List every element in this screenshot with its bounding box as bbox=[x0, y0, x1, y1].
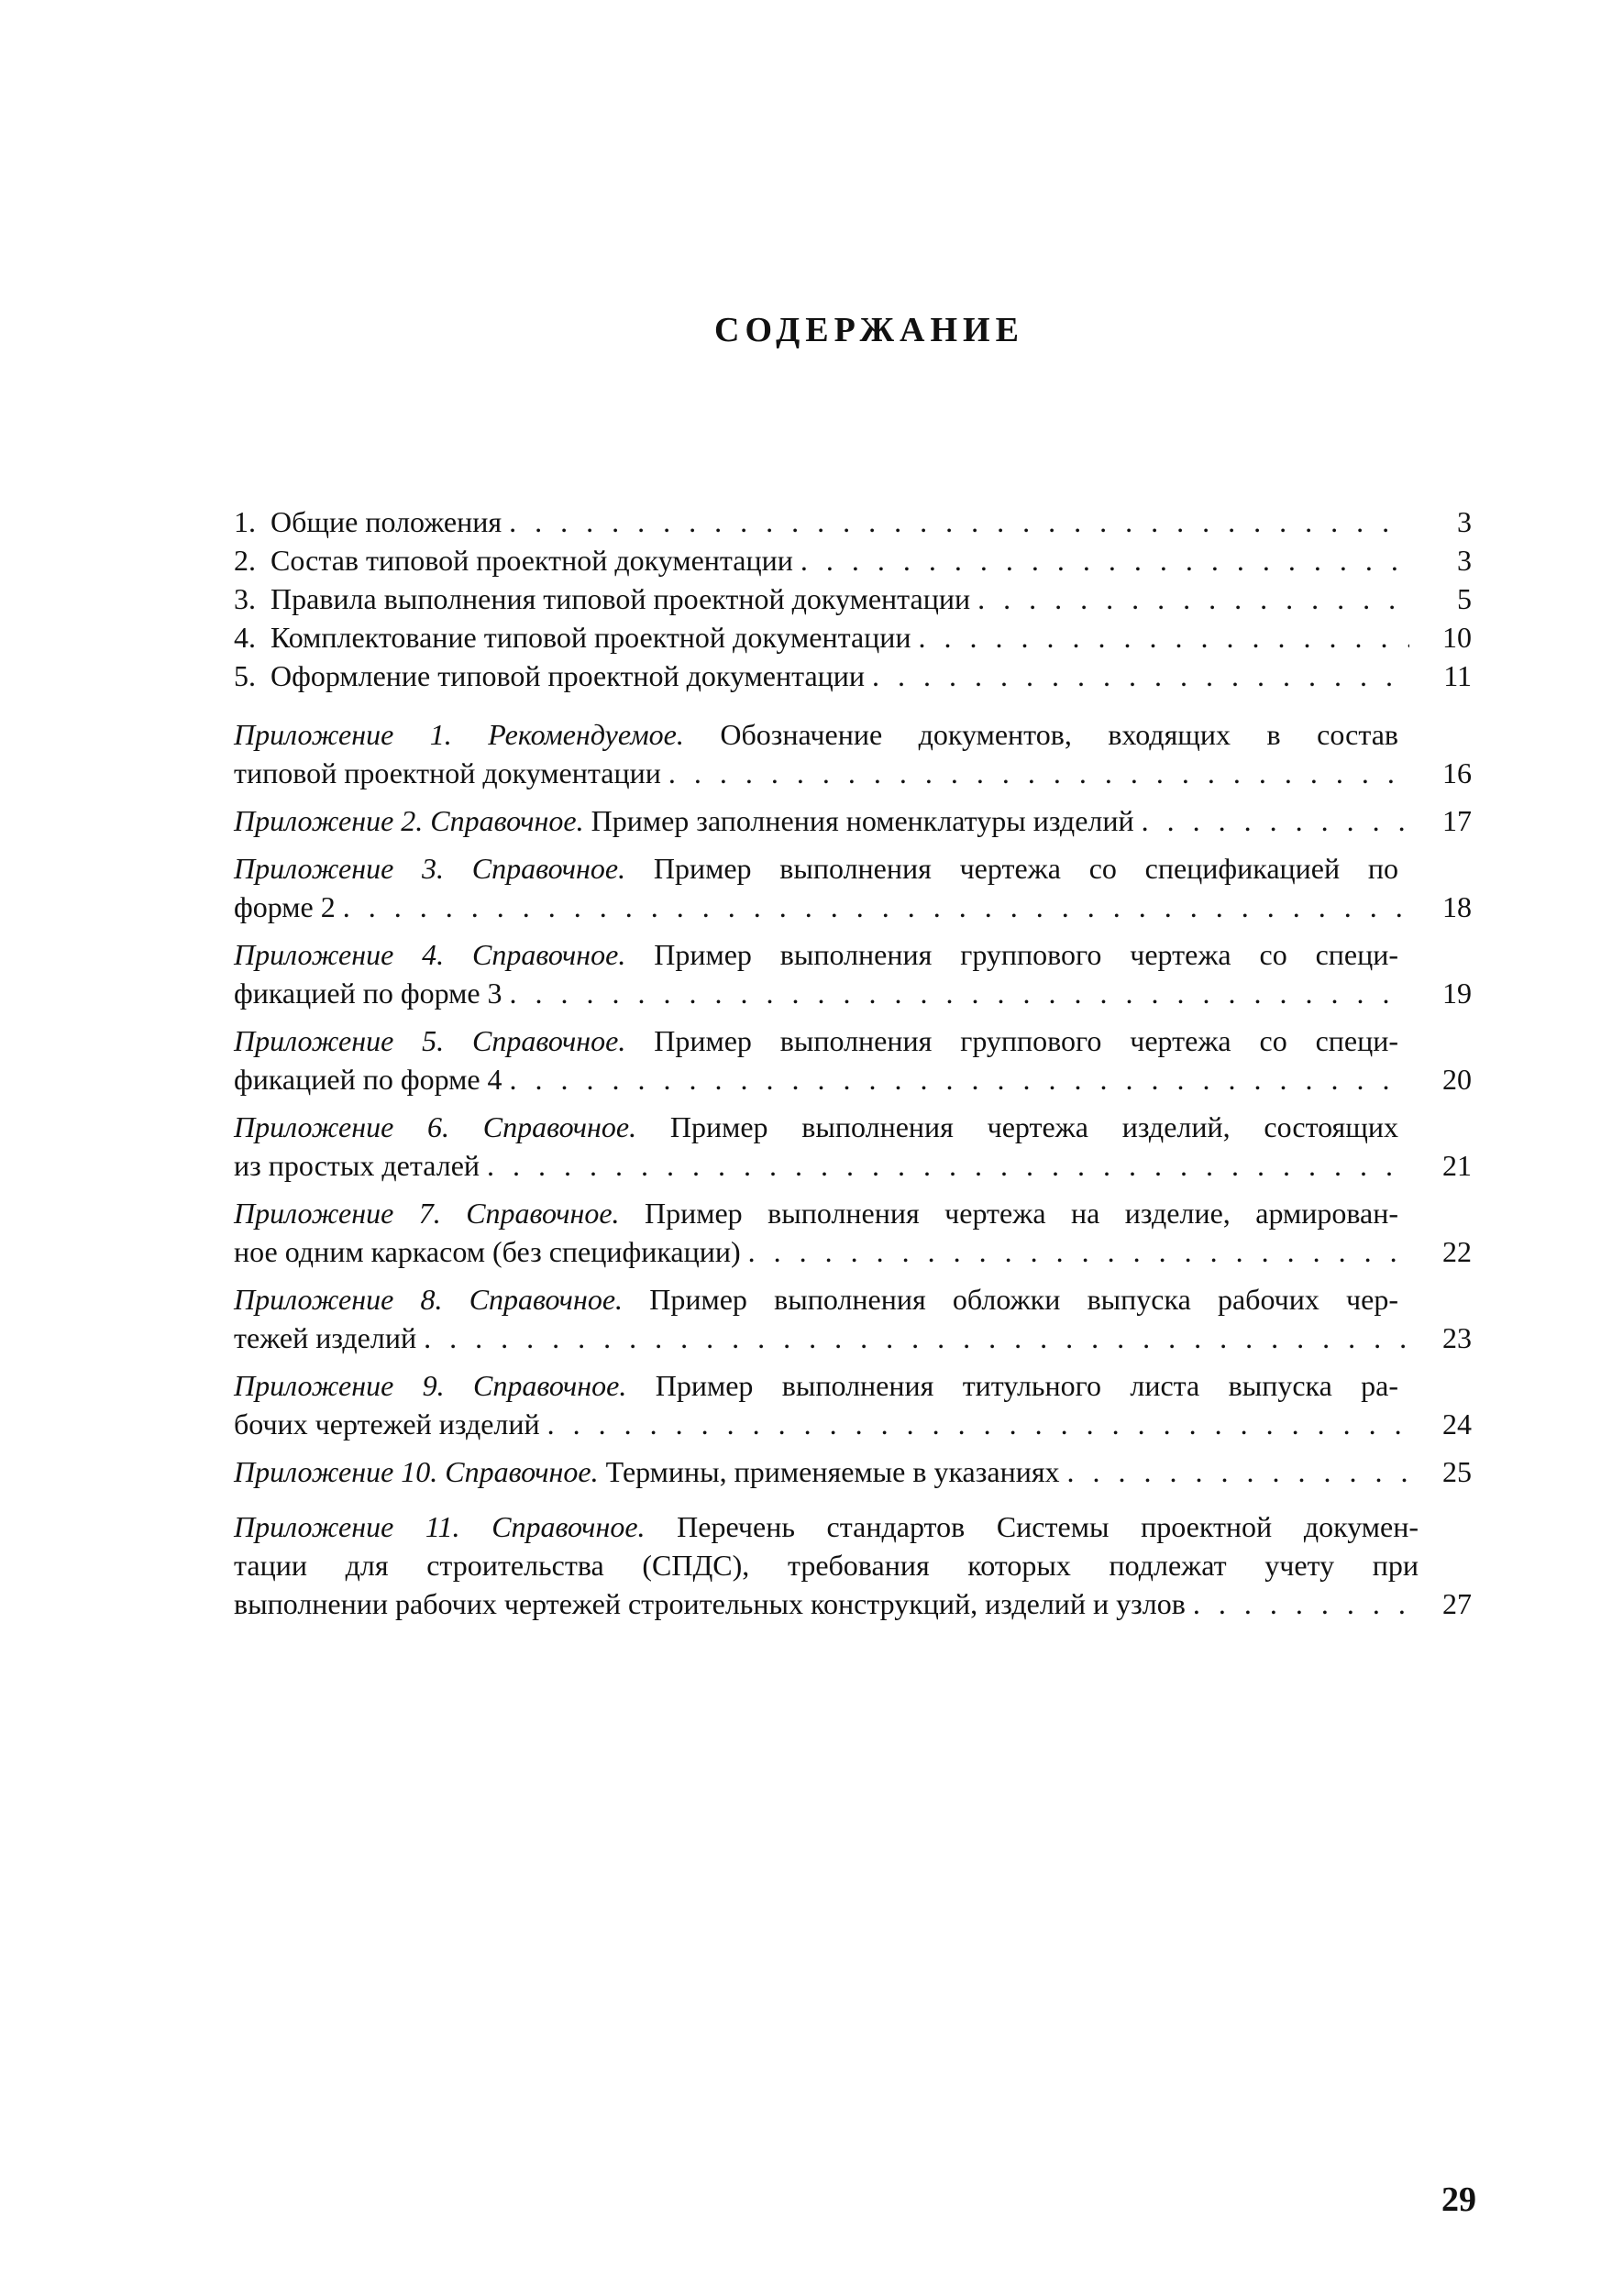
appendix-title-cont: тежей изделий bbox=[234, 1321, 417, 1354]
dot-leader bbox=[510, 974, 1409, 1012]
page-ref: 5 bbox=[1457, 582, 1472, 615]
toc-entry-appendix-8[interactable] bbox=[234, 1280, 1472, 1357]
page-ref: 24 bbox=[1442, 1407, 1472, 1441]
appendix-label: Приложение 7. Справочное. bbox=[234, 1197, 620, 1230]
section-number: 5. bbox=[234, 659, 256, 692]
dot-leader bbox=[1142, 801, 1409, 840]
dot-leader bbox=[748, 1232, 1409, 1271]
appendix-title-cont: ное одним каркасом (без спецификации) bbox=[234, 1235, 741, 1268]
appendix-title-cont: типовой проектной документации bbox=[234, 756, 661, 789]
dot-leader bbox=[1193, 1584, 1409, 1623]
page-ref: 23 bbox=[1442, 1321, 1472, 1354]
page-ref: 18 bbox=[1442, 890, 1472, 923]
section-number: 3. bbox=[234, 582, 256, 615]
appendix-label: Приложение 4. Справочное. bbox=[234, 938, 626, 971]
toc-entry-section-3[interactable] bbox=[234, 580, 1472, 618]
appendix-title: Пример выполнения группового чертежа со специ- bbox=[625, 938, 1398, 971]
appendix-label: Приложение 8. Справочное. bbox=[234, 1283, 624, 1316]
page-ref: 10 bbox=[1442, 621, 1472, 654]
dot-leader bbox=[343, 888, 1409, 926]
page-ref: 27 bbox=[1442, 1587, 1472, 1620]
page-ref: 21 bbox=[1442, 1149, 1472, 1182]
dot-leader bbox=[487, 1146, 1409, 1185]
appendix-label: Приложение 3. Справочное. bbox=[234, 852, 626, 885]
toc-entry-appendix-6[interactable] bbox=[234, 1108, 1472, 1185]
table-of-contents bbox=[234, 502, 1472, 1632]
appendix-label: Приложение 1. Рекомендуемое. bbox=[234, 718, 684, 751]
dot-leader bbox=[510, 1060, 1409, 1098]
dot-leader bbox=[1067, 1452, 1409, 1491]
page-title: СОДЕРЖАНИЕ bbox=[714, 311, 1024, 349]
dot-leader bbox=[509, 502, 1409, 541]
section-number: 1. bbox=[234, 505, 256, 538]
page-ref: 3 bbox=[1457, 544, 1472, 577]
page-ref: 11 bbox=[1443, 659, 1472, 692]
page-ref: 16 bbox=[1442, 756, 1472, 789]
page-ref: 19 bbox=[1442, 977, 1472, 1010]
appendix-label: Приложение 6. Справочное. bbox=[234, 1110, 637, 1143]
dot-leader bbox=[668, 754, 1409, 792]
appendix-label: Приложение 11. Справочное. bbox=[234, 1510, 646, 1543]
toc-entry-appendix-11[interactable] bbox=[234, 1507, 1472, 1623]
section-number: 4. bbox=[234, 621, 256, 654]
appendix-title: Пример выполнения группового чертежа со специ- bbox=[625, 1024, 1398, 1057]
appendix-title: Пример выполнения чертежа со спецификацией по bbox=[625, 852, 1398, 885]
toc-entry-appendix-3[interactable] bbox=[234, 849, 1472, 926]
page-ref: 17 bbox=[1442, 804, 1472, 837]
toc-entry-appendix-7[interactable] bbox=[234, 1194, 1472, 1271]
toc-entry-appendix-5[interactable] bbox=[234, 1021, 1472, 1098]
toc-entry-appendix-9[interactable] bbox=[234, 1366, 1472, 1443]
toc-entry-appendix-4[interactable] bbox=[234, 935, 1472, 1012]
appendix-title-cont: тации для строительства (СПДС), требования которых подлежат учету при bbox=[234, 1549, 1419, 1582]
dot-leader bbox=[872, 657, 1409, 695]
section-title: Правила выполнения типовой проектной документации bbox=[270, 582, 971, 615]
appendix-title: Пример выполнения обложки выпуска рабочих чер- bbox=[623, 1283, 1399, 1316]
section-title: Общие положения bbox=[270, 505, 502, 538]
appendix-label: Приложение 9. Справочное. bbox=[234, 1369, 627, 1402]
toc-entry-section-1[interactable] bbox=[234, 502, 1472, 541]
appendix-title: Перечень стандартов Системы проектной докумен- bbox=[645, 1510, 1419, 1543]
appendix-title: Обозначение документов, входящих в состав bbox=[683, 718, 1399, 751]
section-title: Комплектование типовой проектной документации bbox=[270, 621, 911, 654]
dot-leader bbox=[547, 1405, 1409, 1443]
appendix-title-cont: из простых деталей bbox=[234, 1149, 480, 1182]
page-ref: 25 bbox=[1442, 1455, 1472, 1488]
appendix-label: Приложение 2. Справочное. bbox=[234, 804, 584, 837]
appendix-title-cont: фикацией по форме 4 bbox=[234, 1063, 502, 1096]
appendix-title: Пример выполнения титульного листа выпуска ра- bbox=[626, 1369, 1399, 1402]
page-number: 29 bbox=[1441, 2180, 1476, 2219]
sections-list bbox=[234, 502, 1472, 695]
section-number: 2. bbox=[234, 544, 256, 577]
dot-leader bbox=[800, 541, 1409, 580]
page-ref: 22 bbox=[1442, 1235, 1472, 1268]
page-ref: 20 bbox=[1442, 1063, 1472, 1096]
section-title: Оформление типовой проектной документации bbox=[270, 659, 866, 692]
dot-leader bbox=[977, 580, 1409, 618]
appendix-title-cont: выполнении рабочих чертежей строительных конструкций, изделий и узлов bbox=[234, 1587, 1186, 1620]
appendix-label: Приложение 10. Справочное. bbox=[234, 1455, 599, 1488]
appendix-title-cont: бочих чертежей изделий bbox=[234, 1407, 540, 1441]
dot-leader bbox=[919, 618, 1409, 657]
appendix-label: Приложение 5. Справочное. bbox=[234, 1024, 626, 1057]
toc-entry-section-5[interactable] bbox=[234, 657, 1472, 695]
toc-entry-section-2[interactable] bbox=[234, 541, 1472, 580]
section-title: Состав типовой проектной документации bbox=[270, 544, 793, 577]
toc-entry-appendix-1[interactable] bbox=[234, 715, 1472, 792]
toc-entry-appendix-10[interactable] bbox=[234, 1452, 1472, 1491]
page-ref: 3 bbox=[1457, 505, 1472, 538]
appendix-title: Термины, применяемые в указаниях bbox=[598, 1455, 1060, 1488]
toc-entry-appendix-2[interactable] bbox=[234, 801, 1472, 840]
appendix-title: Пример заполнения номенклатуры изделий bbox=[583, 804, 1134, 837]
dot-leader bbox=[424, 1319, 1409, 1357]
appendix-title: Пример выполнения чертежа изделий, состоящих bbox=[636, 1110, 1399, 1143]
appendix-title-cont: фикацией по форме 3 bbox=[234, 977, 502, 1010]
appendix-title-cont: форме 2 bbox=[234, 890, 336, 923]
toc-entry-section-4[interactable] bbox=[234, 618, 1472, 657]
appendix-title: Пример выполнения чертежа на изделие, армирован- bbox=[619, 1197, 1398, 1230]
